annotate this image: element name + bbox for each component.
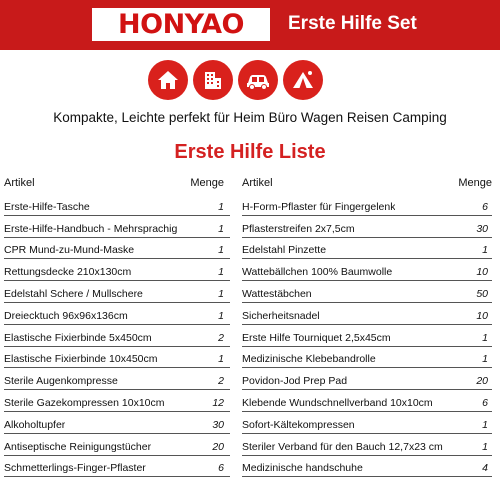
table-row — [4, 456, 230, 478]
item-name: Wattebällchen 100% Baumwolle — [242, 266, 393, 279]
item-quantity: 6 — [482, 396, 488, 409]
item-name: Erste-Hilfe-Tasche — [4, 200, 90, 213]
item-name: Wattestäbchen — [242, 287, 312, 300]
table-row — [4, 412, 230, 434]
column-header-item: Artikel — [242, 177, 273, 189]
table-row — [4, 194, 230, 216]
table-row — [4, 259, 230, 281]
usage-icons — [0, 60, 500, 100]
item-quantity: 1 — [218, 200, 224, 213]
camping-tent-icon — [283, 60, 323, 100]
office-building-icon — [193, 60, 233, 100]
item-name: H-Form-Pflaster für Fingergelenk — [242, 200, 396, 213]
item-name: Klebende Wundschnellverband 10x10cm — [242, 396, 433, 409]
table-row — [242, 347, 492, 369]
item-quantity: 2 — [218, 331, 224, 344]
table-row — [4, 216, 230, 238]
table-row — [4, 303, 230, 325]
item-quantity: 4 — [482, 462, 488, 475]
item-name: Schmetterlings-Finger-Pflaster — [4, 462, 146, 475]
item-name: Sofort-Kältekompressen — [242, 418, 355, 431]
item-name: Steriler Verband für den Bauch 12,7x23 cm — [242, 440, 443, 453]
item-name: Antiseptische Reinigungstücher — [4, 440, 152, 453]
column-header-item: Artikel — [4, 177, 35, 189]
column-header-qty: Menge — [190, 177, 224, 189]
items-table-left — [4, 172, 230, 477]
item-quantity: 1 — [482, 440, 488, 453]
items-table-right — [242, 172, 492, 477]
item-name: Povidon-Jod Prep Pad — [242, 375, 348, 388]
item-quantity: 20 — [212, 440, 224, 453]
brand-logo-text: HONYAO — [118, 9, 244, 40]
table-row — [242, 259, 492, 281]
item-name: Sterile Augenkompresse — [4, 375, 118, 388]
item-name: Dreiecktuch 96x96x136cm — [4, 309, 128, 322]
item-quantity: 1 — [218, 353, 224, 366]
car-icon — [238, 60, 278, 100]
item-quantity: 1 — [218, 309, 224, 322]
table-row — [4, 325, 230, 347]
item-quantity: 50 — [476, 287, 488, 300]
table-row — [242, 434, 492, 456]
table-row — [242, 390, 492, 412]
item-quantity: 1 — [482, 331, 488, 344]
item-quantity: 6 — [218, 462, 224, 475]
table-row — [4, 434, 230, 456]
table-header — [242, 172, 492, 194]
item-name: Edelstahl Schere / Mullschere — [4, 287, 143, 300]
table-row — [242, 325, 492, 347]
item-quantity: 10 — [476, 309, 488, 322]
table-row — [242, 281, 492, 303]
table-header — [4, 172, 230, 194]
item-quantity: 6 — [482, 200, 488, 213]
table-row — [4, 238, 230, 260]
item-quantity: 2 — [218, 375, 224, 388]
item-quantity: 1 — [218, 287, 224, 300]
table-row — [4, 390, 230, 412]
item-name: Elastische Fixierbinde 10x450cm — [4, 353, 158, 366]
home-icon — [148, 60, 188, 100]
item-quantity: 1 — [482, 353, 488, 366]
item-name: Rettungsdecke 210x130cm — [4, 266, 132, 279]
item-quantity: 1 — [218, 222, 224, 235]
table-row — [242, 303, 492, 325]
list-title: Erste Hilfe Liste — [174, 141, 326, 163]
tagline: Kompakte, Leichte perfekt für Heim Büro Wagen Reisen Camping — [53, 110, 447, 125]
table-row — [4, 347, 230, 369]
item-name: Erste-Hilfe-Handbuch - Mehrsprachig — [4, 222, 178, 235]
item-name: Sterile Gazekompressen 10x10cm — [4, 396, 165, 409]
item-name: Medizinische handschuhe — [242, 462, 363, 475]
brand-logo — [92, 8, 270, 41]
table-row — [242, 456, 492, 478]
item-quantity: 1 — [482, 418, 488, 431]
table-row — [242, 194, 492, 216]
item-quantity: 30 — [476, 222, 488, 235]
table-row — [4, 368, 230, 390]
item-quantity: 12 — [212, 396, 224, 409]
item-name: CPR Mund-zu-Mund-Maske — [4, 244, 135, 257]
item-quantity: 1 — [218, 266, 224, 279]
table-row — [242, 368, 492, 390]
item-name: Erste Hilfe Tourniquet 2,5x45cm — [242, 331, 391, 344]
item-name: Sicherheitsnadel — [242, 309, 320, 322]
product-title: Erste Hilfe Set — [288, 13, 417, 34]
table-row — [242, 412, 492, 434]
item-quantity: 1 — [218, 244, 224, 257]
item-name: Elastische Fixierbinde 5x450cm — [4, 331, 152, 344]
item-quantity: 20 — [476, 375, 488, 388]
item-name: Edelstahl Pinzette — [242, 244, 327, 257]
column-header-qty: Menge — [458, 177, 492, 189]
header-banner — [0, 0, 500, 50]
item-name: Pflasterstreifen 2x7,5cm — [242, 222, 355, 235]
item-name: Medizinische Klebebandrolle — [242, 353, 376, 366]
item-quantity: 10 — [476, 266, 488, 279]
item-name: Alkoholtupfer — [4, 418, 66, 431]
item-quantity: 30 — [212, 418, 224, 431]
table-row — [242, 216, 492, 238]
table-row — [4, 281, 230, 303]
item-quantity: 1 — [482, 244, 488, 257]
table-row — [242, 238, 492, 260]
